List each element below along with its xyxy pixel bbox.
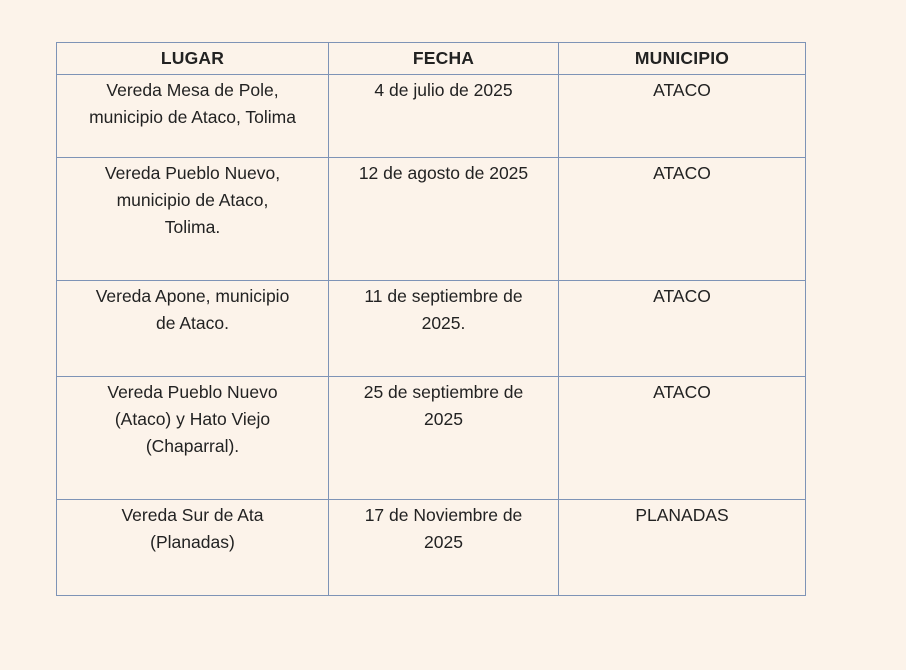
cell-line: Vereda Pueblo Nuevo	[107, 382, 278, 402]
cell-line: 11 de septiembre de	[364, 286, 523, 306]
cell-fecha	[329, 500, 559, 596]
cell-line: ATACO	[653, 286, 711, 306]
cell-line: 2025	[424, 409, 463, 429]
table-row	[57, 75, 806, 158]
cell-line: 17 de Noviembre de	[364, 505, 523, 525]
cell-municipio	[559, 281, 806, 377]
cell-line: Vereda Mesa de Pole,	[106, 80, 279, 100]
cell-municipio	[559, 75, 806, 158]
events-table	[56, 42, 806, 596]
cell-municipio	[559, 500, 806, 596]
cell-line: 2025.	[421, 313, 466, 333]
cell-line: municipio de Ataco,	[116, 190, 269, 210]
table-header-row	[57, 43, 806, 75]
cell-fecha	[329, 75, 559, 158]
header-fecha: FECHA	[329, 43, 559, 75]
cell-line: Vereda Sur de Ata	[121, 505, 264, 525]
table-row	[57, 377, 806, 500]
cell-line: (Planadas)	[150, 532, 235, 552]
cell-line: 2025	[424, 532, 463, 552]
cell-line: Vereda Apone, municipio	[95, 286, 290, 306]
table-row	[57, 500, 806, 596]
cell-line: Vereda Pueblo Nuevo,	[104, 163, 281, 183]
cell-line: (Ataco) y Hato Viejo	[114, 409, 271, 429]
cell-line: 25 de septiembre de	[363, 382, 524, 402]
cell-lugar	[57, 377, 329, 500]
cell-line: Tolima.	[164, 217, 221, 237]
cell-line: municipio de Ataco, Tolima	[89, 107, 296, 127]
cell-line: 4 de julio de 2025	[374, 80, 513, 100]
table-row	[57, 158, 806, 281]
cell-lugar	[57, 75, 329, 158]
cell-line: ATACO	[653, 80, 711, 100]
cell-municipio	[559, 377, 806, 500]
table-row	[57, 281, 806, 377]
cell-lugar	[57, 281, 329, 377]
cell-line: ATACO	[653, 382, 711, 402]
cell-line: ATACO	[653, 163, 711, 183]
cell-line: 12 de agosto de 2025	[358, 163, 529, 183]
cell-municipio	[559, 158, 806, 281]
cell-line: de Ataco.	[156, 313, 229, 333]
cell-fecha	[329, 377, 559, 500]
cell-fecha	[329, 281, 559, 377]
cell-fecha	[329, 158, 559, 281]
cell-lugar	[57, 158, 329, 281]
header-lugar: LUGAR	[57, 43, 329, 75]
cell-line: (Chaparral).	[145, 436, 240, 456]
cell-line: PLANADAS	[635, 505, 729, 525]
header-municipio: MUNICIPIO	[559, 43, 806, 75]
cell-lugar	[57, 500, 329, 596]
